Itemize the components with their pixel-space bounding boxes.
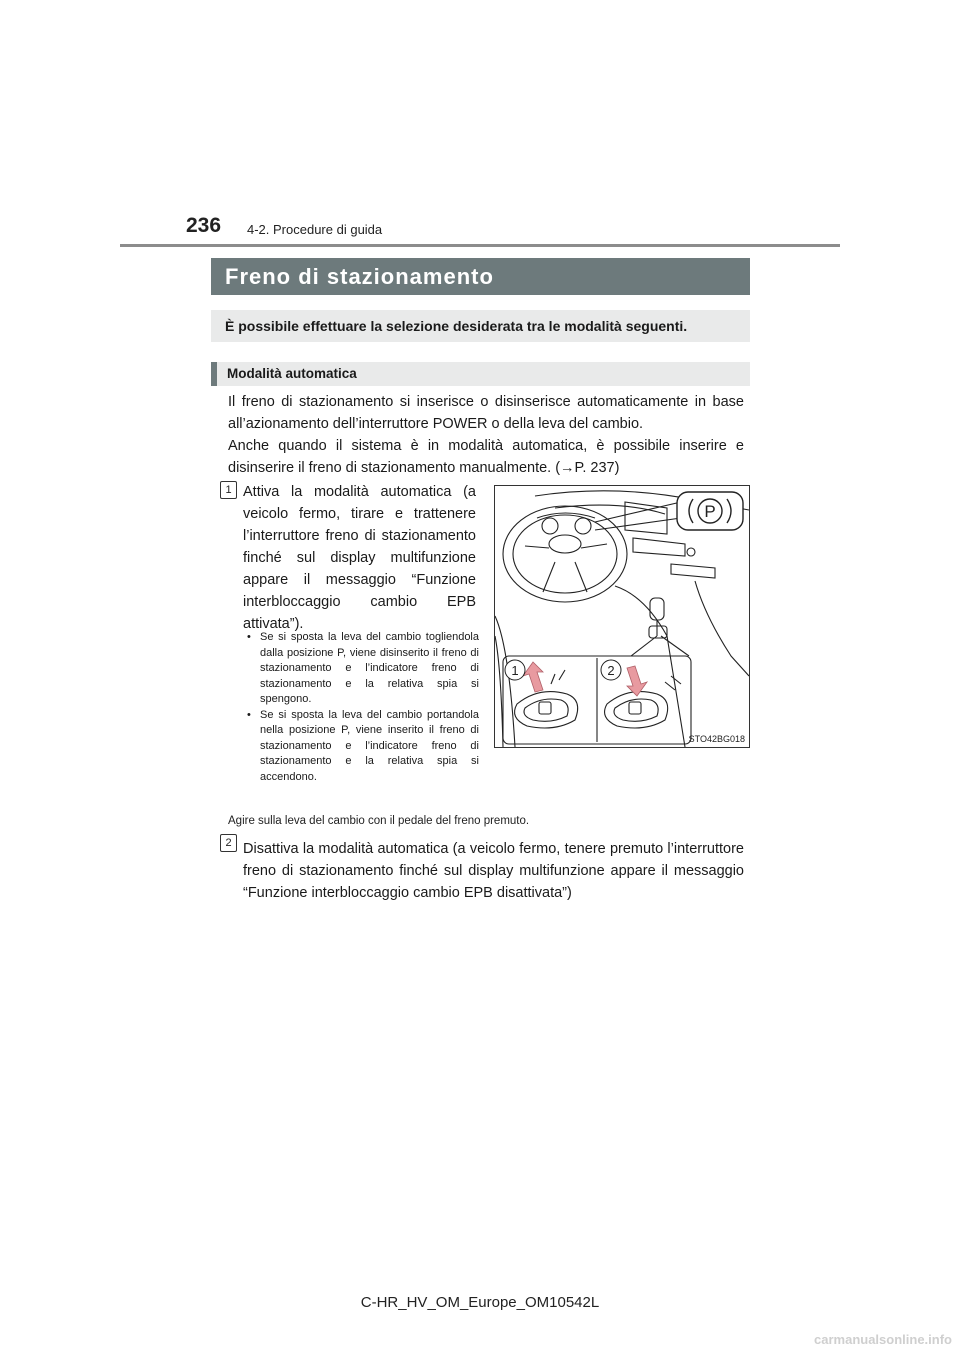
header-divider xyxy=(120,244,840,247)
callout-2: 2 xyxy=(607,663,615,678)
page-title: Freno di stazionamento xyxy=(211,258,750,295)
dashboard-drawing xyxy=(495,486,749,747)
step-2-text: Disattiva la modalità automatica (a veicolo fermo, tenere premuto l’interruttore freno di stazionamento finché sul display multifunzione appare il messaggio “Funzione interbloccaggio cambio EPB disattivata”) xyxy=(243,841,744,901)
badge-letter: P xyxy=(704,502,716,521)
step-number-2: 2 xyxy=(220,834,237,852)
bullet-item: • Se si sposta la leva del cambio portandola nella posizione P, viene inserito il freno di stazionamento e l’indicatore freno di stazionamento e la relativa spia si accendono. xyxy=(244,708,479,786)
step-1-text: Attiva la modalità automatica (a veicolo fermo, tirare e trattenere l’interruttore freno di stazionamento finché sul display multifunzione appare il messaggio “Funzione interbloccaggio cambio EPB attivata”). xyxy=(243,484,476,632)
callout-1: 1 xyxy=(511,663,519,678)
pull-arrow-icon xyxy=(523,662,543,692)
subheading: Modalità automatica xyxy=(211,362,750,386)
paragraph-2: Anche quando il sistema è in modalità automatica, è possibile inserire e disinserire il freno di stazionamento manualmente. (→P. 237) xyxy=(228,438,744,476)
note-text: Agire sulla leva del cambio con il pedale del freno premuto. xyxy=(228,815,530,827)
parking-brake-illustration xyxy=(494,485,750,748)
intro-box: È possibile effettuare la selezione desiderata tra le modalità seguenti. xyxy=(211,310,750,342)
bullet-item: • Se si sposta la leva del cambio togliendola dalla posizione P, viene disinserito il freno di stazionamento e l’indicatore freno di stazionamento e la relativa spia si spengono. xyxy=(244,630,479,708)
figure-code: STO42BG018 xyxy=(688,734,745,744)
step-1-bullets xyxy=(244,630,479,785)
step-number-1: 1 xyxy=(220,481,237,499)
section-label: 4-2. Procedure di guida xyxy=(247,222,383,237)
page-number: 236 xyxy=(186,214,222,237)
paragraph-1: Il freno di stazionamento si inserisce o disinserisce automaticamente in base all’azionamento dell’interruttore POWER o della leva del cambio. xyxy=(228,394,744,432)
footer-doc-id: C-HR_HV_OM_Europe_OM10542L xyxy=(360,1294,600,1311)
watermark: carmanualsonline.info xyxy=(814,1332,952,1347)
